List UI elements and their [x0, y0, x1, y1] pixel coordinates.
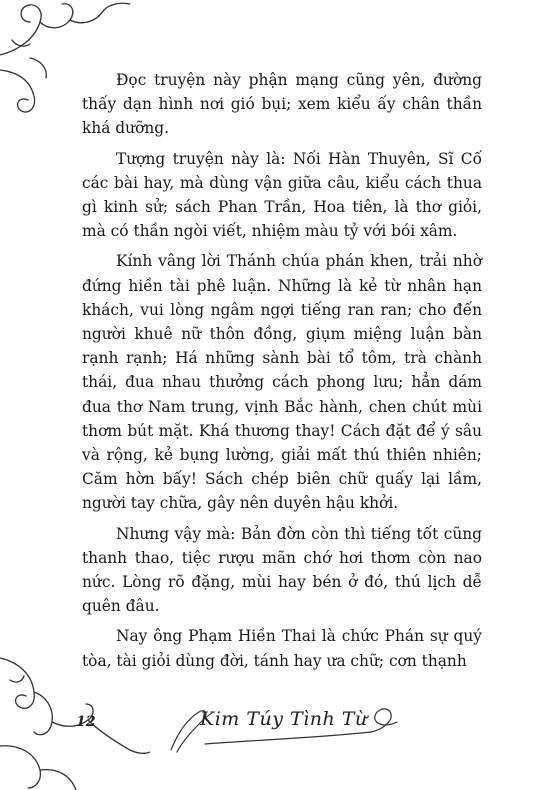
body-text: [82, 68, 482, 679]
paragraph-2: Tượng truyện này là: Nối Hàn Thuyên, Sĩ Cố các bài hay, mà dùng vận giữa câu, kiểu cách thua gì kinh sử; sách Phan Trần, Hoa tiên, là thơ giỏi, mà có thần ngòi viết, nhiệm màu tỷ với bói xâm.: [82, 149, 482, 241]
paragraph-5: Nay ông Phạm Hiền Thai là chức Phán sự quý tòa, tài giỏi dùng đời, tánh hay ưa chữ; cơn thạnh: [82, 627, 482, 670]
page-number: 12: [76, 714, 96, 730]
page-footer: [0, 700, 556, 760]
paragraph-3: Kính vâng lời Thánh chúa phán khen, trải nhờ đứng hiền tài phê luận. Những là kẻ từ nhân hạn khách, vui lòng ngâm ngợi tiếng ran ran; cho đến người khuê nữ thôn đồng, giụm miệng luận bàn rạnh rạnh; Há những sành bài tổ tôm, trà chành thái, đua nhau thưởng cách phong lưu; hẳn dám đua thơ Nam trung, vịnh Bắc hành, chen chút mùi thơm bút mặt. Khá thương thay! Cách đặt để ý sâu và rộng, kẻ bụng lường, giải mất thú thiên nhiên; Căm hờn bấy! Sách chép biên chữ quấy lại lầm, người tay chữa, gây nên duyên hậu khởi.: [82, 252, 482, 513]
book-title: Kim Túy Tình Từ: [200, 708, 368, 730]
paragraph-1: Đọc truyện này phận mạng cũng yên, đường thấy dạn hình nơi gió bụi; xem kiểu ấy chân thần khá dưỡng.: [82, 71, 482, 138]
paragraph-4: Nhưng vậy mà: Bản đờn còn thì tiếng tốt cũng thanh thao, tiệc rượu mãn chớ hơi thơm còn nao nức. Lòng rõ đặng, mùi hay bén ở đó, thú lịch dễ quên đâu.: [82, 524, 482, 616]
